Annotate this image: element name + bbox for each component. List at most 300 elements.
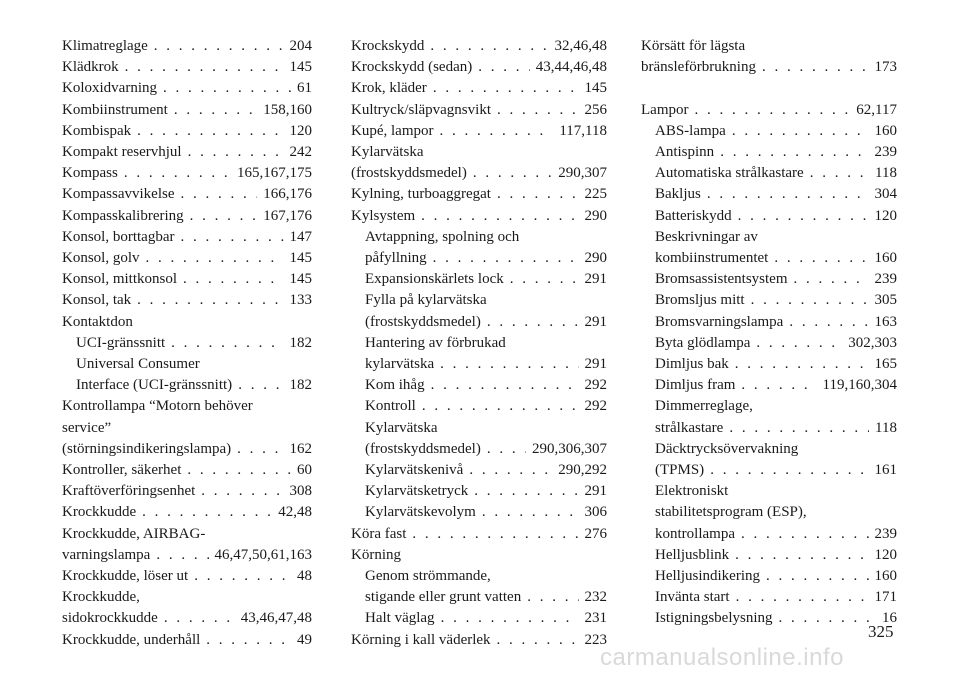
index-subentry xyxy=(351,354,607,375)
index-subentry xyxy=(62,354,312,375)
entry-page-ref: 61 xyxy=(297,80,312,97)
index-subentry xyxy=(351,396,607,417)
entry-page-ref: 48 xyxy=(297,568,312,585)
index-entry xyxy=(351,142,607,163)
entry-page-ref: 182 xyxy=(289,377,312,394)
dot-leader xyxy=(124,163,231,184)
entry-page-ref: 290 xyxy=(584,250,607,267)
entry-term: Körning i kall väderlek xyxy=(351,631,491,648)
entry-page-ref: 32,46,48 xyxy=(554,38,607,54)
dot-leader xyxy=(183,269,283,290)
dot-leader xyxy=(694,100,850,121)
index-entry xyxy=(62,121,312,142)
index-subentry xyxy=(641,290,897,311)
entry-term: Krok, kläder xyxy=(351,80,427,97)
entry-page-ref: 49 xyxy=(297,631,312,648)
entry-term: Helljusblink xyxy=(655,546,730,563)
dot-leader xyxy=(421,206,578,227)
entry-page-ref: 161 xyxy=(874,462,897,479)
dot-leader xyxy=(751,290,869,311)
dot-leader xyxy=(710,460,868,481)
dot-leader xyxy=(497,184,579,205)
entry-term: Kompass xyxy=(62,165,118,182)
entry-term: Lampor xyxy=(641,101,689,118)
index-subentry xyxy=(62,375,312,396)
entry-page-ref: 308 xyxy=(289,483,312,500)
index-entry xyxy=(62,566,312,587)
entry-page-ref: 160 xyxy=(874,568,897,585)
entry-page-ref: 167,176 xyxy=(263,207,312,224)
entry-term: Kontrollampa “Motorn behöver xyxy=(62,398,253,415)
dot-leader xyxy=(474,481,578,502)
entry-page-ref: 43,44,46,48 xyxy=(535,59,607,76)
entry-page-ref: 290,307 xyxy=(558,165,607,182)
index-entry xyxy=(641,57,897,78)
entry-term: Kom ihåg xyxy=(365,377,425,394)
entry-term: Köra fast xyxy=(351,525,407,542)
dot-leader xyxy=(440,354,578,375)
index-subentry xyxy=(351,608,607,629)
entry-page-ref: 231 xyxy=(584,610,607,627)
index-entry xyxy=(62,36,312,57)
index-entry xyxy=(351,545,607,566)
entry-term: Kraftöverföringsenhet xyxy=(62,483,196,500)
entry-term: Kontroller, säkerhet xyxy=(62,462,182,479)
index-entry xyxy=(62,502,312,523)
index-entry xyxy=(351,57,607,78)
entry-page-ref: 291 xyxy=(584,356,607,373)
dot-leader xyxy=(510,269,579,290)
index-entry xyxy=(351,36,607,57)
entry-term: Krockkudde, underhåll xyxy=(62,631,201,648)
entry-page-ref: 291 xyxy=(584,313,607,330)
entry-term: (TPMS) xyxy=(655,462,705,479)
dot-leader xyxy=(527,587,578,608)
watermark: carmanualsonline.info xyxy=(600,644,844,671)
index-subentry xyxy=(641,439,897,460)
dot-leader xyxy=(729,418,869,439)
index-entry xyxy=(62,78,312,99)
dot-leader xyxy=(238,375,283,396)
dot-leader xyxy=(736,587,869,608)
entry-term: kylarvätska xyxy=(365,356,435,373)
index-subentry xyxy=(641,121,897,142)
entry-term: (frostskyddsmedel) xyxy=(365,313,481,330)
index-entry xyxy=(62,57,312,78)
entry-page-ref: 292 xyxy=(584,377,607,394)
entry-term: Antispinn xyxy=(655,144,715,160)
dot-leader xyxy=(732,121,869,142)
index-entry xyxy=(62,184,312,205)
dot-leader xyxy=(789,312,868,333)
dot-leader xyxy=(412,524,578,545)
index-subentry xyxy=(351,587,607,608)
index-subentry xyxy=(351,333,607,354)
entry-page-ref: 145 xyxy=(584,80,607,97)
entry-term: Konsol, golv xyxy=(62,250,140,267)
entry-term: Istigningsbelysning xyxy=(655,610,773,627)
entry-page-ref: 165,167,175 xyxy=(237,165,312,182)
dot-leader xyxy=(125,57,284,78)
entry-page-ref: 242 xyxy=(289,144,312,161)
index-subentry xyxy=(641,227,897,248)
entry-term: kontrollampa xyxy=(655,525,735,542)
index-entry xyxy=(62,587,312,608)
entry-term: Batteriskydd xyxy=(655,207,732,224)
index-subentry xyxy=(641,163,897,184)
entry-page-ref: 117,118 xyxy=(559,122,607,139)
entry-term: Körsätt för lägsta xyxy=(641,38,746,54)
index-entry xyxy=(351,184,607,205)
index-subentry xyxy=(351,269,607,290)
entry-page-ref: 160 xyxy=(874,122,897,139)
entry-term: Fylla på kylarvätska xyxy=(365,292,487,309)
index-subentry xyxy=(641,184,897,205)
entry-term: Elektroniskt xyxy=(655,483,729,500)
entry-term: Kylning, turboaggregat xyxy=(351,186,491,203)
index-entry xyxy=(62,524,312,545)
entry-term: stigande eller grunt vatten xyxy=(365,589,522,606)
entry-page-ref: 145 xyxy=(289,59,312,76)
entry-term: Kylarvätskevolym xyxy=(365,504,476,521)
index-entry xyxy=(62,248,312,269)
entry-page-ref: 291 xyxy=(584,483,607,500)
entry-term: Automatiska strålkastare xyxy=(655,165,804,182)
entry-term: Helljusindikering xyxy=(655,568,760,585)
entry-page-ref: 158,160 xyxy=(263,101,312,118)
dot-leader xyxy=(738,206,869,227)
entry-term: Kombispak xyxy=(62,122,132,139)
entry-term: Bakljus xyxy=(655,186,701,203)
entry-term: Hantering av förbrukad xyxy=(365,334,506,351)
index-subentry xyxy=(641,269,897,290)
index-entry xyxy=(62,608,312,629)
entry-term: Dimmerreglage, xyxy=(655,398,753,415)
index-entry xyxy=(351,100,607,121)
index-entry xyxy=(62,206,312,227)
entry-page-ref: 305 xyxy=(874,292,897,309)
entry-page-ref: 147 xyxy=(289,228,312,245)
dot-leader xyxy=(497,630,579,651)
index-subentry xyxy=(641,312,897,333)
entry-page-ref: 165 xyxy=(874,356,897,373)
entry-page-ref: 120 xyxy=(289,122,312,139)
dot-leader xyxy=(756,333,842,354)
entry-term: Bromsvarningslampa xyxy=(655,313,784,330)
dot-leader xyxy=(482,502,579,523)
dot-leader xyxy=(194,566,291,587)
entry-page-ref: 60 xyxy=(297,462,312,479)
entry-term: (frostskyddsmedel) xyxy=(351,165,467,182)
index-entry xyxy=(62,163,312,184)
entry-page-ref: 292 xyxy=(584,398,607,415)
entry-term: Konsol, mittkonsol xyxy=(62,271,178,288)
dot-leader xyxy=(439,121,553,142)
index-column-3 xyxy=(641,36,897,630)
dot-leader xyxy=(180,184,257,205)
dot-leader xyxy=(779,608,876,629)
entry-term: påfyllning xyxy=(365,250,427,267)
entry-term: varningslampa xyxy=(62,546,151,563)
index-subentry xyxy=(351,248,607,269)
entry-page-ref: 145 xyxy=(289,250,312,267)
index-entry xyxy=(62,418,312,439)
entry-term: Bromsljus mitt xyxy=(655,292,745,309)
entry-page-ref: 225 xyxy=(584,186,607,203)
index-entry xyxy=(62,290,312,311)
dot-leader xyxy=(478,57,530,78)
section-gap xyxy=(641,78,897,99)
index-subentry xyxy=(351,290,607,311)
index-entry xyxy=(62,630,312,651)
index-entry xyxy=(641,36,897,57)
dot-leader xyxy=(433,248,579,269)
entry-term: (frostskyddsmedel) xyxy=(365,440,481,457)
entry-term: Körning xyxy=(351,546,401,563)
entry-term: Krockkudde, AIRBAG- xyxy=(62,525,206,542)
index-entry xyxy=(351,163,607,184)
index-subentry xyxy=(351,375,607,396)
entry-page-ref: 145 xyxy=(289,271,312,288)
entry-page-ref: 43,46,47,48 xyxy=(240,610,312,627)
dot-leader xyxy=(174,100,257,121)
entry-term: Krockskydd (sedan) xyxy=(351,59,473,76)
entry-page-ref: 171 xyxy=(874,589,897,606)
dot-leader xyxy=(190,206,258,227)
entry-term: Koloxidvarning xyxy=(62,80,157,97)
dot-leader xyxy=(156,545,208,566)
index-subentry xyxy=(641,354,897,375)
entry-page-ref: 239 xyxy=(874,144,897,160)
dot-leader xyxy=(433,78,579,99)
entry-page-ref: 302,303 xyxy=(848,334,897,351)
index-subentry xyxy=(641,396,897,417)
dot-leader xyxy=(487,439,526,460)
entry-term: Bromsassistentsystem xyxy=(655,271,788,288)
entry-page-ref: 291 xyxy=(584,271,607,288)
entry-page-ref: 290,292 xyxy=(558,462,607,479)
dot-leader xyxy=(164,608,235,629)
entry-term: UCI-gränssnitt xyxy=(76,334,166,351)
entry-page-ref: 306 xyxy=(584,504,607,521)
entry-page-ref: 162 xyxy=(289,440,312,457)
entry-term: Halt väglag xyxy=(365,610,435,627)
index-subentry xyxy=(351,439,607,460)
index-entry xyxy=(62,545,312,566)
index-entry xyxy=(351,121,607,142)
dot-leader xyxy=(441,608,579,629)
index-subentry xyxy=(641,608,897,629)
index-entry xyxy=(62,269,312,290)
dot-leader xyxy=(473,163,552,184)
index-subentry xyxy=(62,333,312,354)
entry-page-ref: 173 xyxy=(874,59,897,76)
entry-page-ref: 16 xyxy=(882,610,897,627)
index-column-1 xyxy=(62,36,312,651)
entry-term: Interface (UCI-gränssnitt) xyxy=(76,377,233,394)
entry-term: Dimljus bak xyxy=(655,356,729,373)
dot-leader xyxy=(137,121,283,142)
dot-leader xyxy=(766,566,869,587)
entry-term: Däcktrycksövervakning xyxy=(655,440,799,457)
entry-term: stabilitetsprogram (ESP), xyxy=(655,504,807,521)
dot-leader xyxy=(180,227,283,248)
index-entry xyxy=(62,481,312,502)
entry-term: Kupé, lampor xyxy=(351,122,434,139)
dot-leader xyxy=(810,163,869,184)
index-entry xyxy=(62,227,312,248)
index-entry xyxy=(62,460,312,481)
entry-page-ref: 42,48 xyxy=(278,504,312,521)
dot-leader xyxy=(422,396,579,417)
entry-term: Krockkudde, löser ut xyxy=(62,568,189,585)
index-subentry xyxy=(641,375,897,396)
entry-term: Klädkrok xyxy=(62,59,119,76)
index-entry xyxy=(62,100,312,121)
dot-leader xyxy=(741,524,869,545)
entry-page-ref: 304 xyxy=(874,186,897,203)
entry-term: ABS-lampa xyxy=(655,122,726,139)
page-number: 325 xyxy=(868,622,894,641)
index-subentry xyxy=(351,418,607,439)
entry-term: Kylarvätskenivå xyxy=(365,462,464,479)
index-entry xyxy=(351,524,607,545)
entry-page-ref: 276 xyxy=(584,525,607,542)
entry-term: Avtappning, spolning och xyxy=(365,228,520,245)
index-subentry xyxy=(351,502,607,523)
entry-page-ref: 290,306,307 xyxy=(532,440,607,457)
dot-leader xyxy=(206,630,291,651)
entry-term: bränsleförbrukning xyxy=(641,59,756,76)
entry-page-ref: 120 xyxy=(874,546,897,563)
index-subentry xyxy=(641,142,897,163)
index-subentry xyxy=(641,545,897,566)
index-entry xyxy=(62,312,312,333)
dot-leader xyxy=(741,375,816,396)
index-subentry xyxy=(351,460,607,481)
entry-term: Konsol, tak xyxy=(62,292,132,309)
index-entry xyxy=(351,630,607,651)
dot-leader xyxy=(735,545,868,566)
index-entry xyxy=(641,100,897,121)
dot-leader xyxy=(201,481,283,502)
entry-page-ref: 182 xyxy=(289,334,312,351)
entry-term: kombiinstrumentet xyxy=(655,250,769,267)
entry-page-ref: 62,117 xyxy=(856,101,897,118)
index-subentry xyxy=(641,481,897,502)
entry-page-ref: 120 xyxy=(874,207,897,224)
index-subentry xyxy=(641,524,897,545)
entry-page-ref: 163 xyxy=(874,313,897,330)
entry-term: strålkastare xyxy=(655,419,724,436)
entry-term: Krockkudde, xyxy=(62,589,140,606)
entry-page-ref: 239 xyxy=(874,271,897,288)
entry-page-ref: 133 xyxy=(289,292,312,309)
entry-term: service” xyxy=(62,419,112,436)
index-subentry xyxy=(641,248,897,269)
entry-page-ref: 256 xyxy=(584,101,607,118)
entry-term: Klimatreglage xyxy=(62,38,148,54)
dot-leader xyxy=(154,36,284,57)
entry-page-ref: 118 xyxy=(875,165,897,182)
dot-leader xyxy=(735,354,869,375)
dot-leader xyxy=(188,142,284,163)
index-entry xyxy=(351,206,607,227)
index-entry xyxy=(62,439,312,460)
index-subentry xyxy=(641,566,897,587)
index-subentry xyxy=(351,481,607,502)
dot-leader xyxy=(762,57,869,78)
dot-leader xyxy=(146,248,284,269)
index-subentry xyxy=(641,206,897,227)
index-entry xyxy=(351,78,607,99)
index-subentry xyxy=(641,333,897,354)
entry-term: Kylsystem xyxy=(351,207,416,224)
entry-term: Byta glödlampa xyxy=(655,334,751,351)
dot-leader xyxy=(142,502,272,523)
dot-leader xyxy=(171,333,283,354)
index-subentry xyxy=(641,460,897,481)
entry-term: Expansionskärlets lock xyxy=(365,271,504,288)
index-subentry xyxy=(641,587,897,608)
index-subentry xyxy=(641,418,897,439)
index-subentry xyxy=(351,566,607,587)
dot-leader xyxy=(430,36,548,57)
dot-leader xyxy=(774,248,868,269)
dot-leader xyxy=(794,269,869,290)
index-subentry xyxy=(351,312,607,333)
entry-term: Invänta start xyxy=(655,589,730,606)
index-entry xyxy=(62,396,312,417)
entry-page-ref: 223 xyxy=(584,631,607,648)
entry-term: Kontroll xyxy=(365,398,416,415)
entry-page-ref: 118 xyxy=(875,419,897,436)
entry-term: Kombiinstrument xyxy=(62,101,168,118)
entry-term: Kultryck/släpvagnsvikt xyxy=(351,101,491,118)
entry-term: Dimljus fram xyxy=(655,377,736,394)
entry-term: Konsol, borttagbar xyxy=(62,228,175,245)
entry-page-ref: 290 xyxy=(584,207,607,224)
entry-page-ref: 232 xyxy=(584,589,607,606)
entry-term: sidokrockkudde xyxy=(62,610,158,627)
dot-leader xyxy=(237,439,283,460)
dot-leader xyxy=(487,312,579,333)
entry-term: Krockkudde xyxy=(62,504,137,521)
entry-page-ref: 119,160,304 xyxy=(822,377,897,394)
entry-page-ref: 46,47,50,61,163 xyxy=(214,546,312,563)
dot-leader xyxy=(707,184,869,205)
entry-term: Kompassavvikelse xyxy=(62,186,175,203)
entry-page-ref: 160 xyxy=(874,250,897,267)
entry-page-ref: 239 xyxy=(874,525,897,542)
dot-leader xyxy=(469,460,552,481)
entry-term: Universal Consumer xyxy=(76,356,200,373)
entry-term: Kylarvätska xyxy=(351,144,424,161)
entry-term: Krockskydd xyxy=(351,38,425,54)
index-subentry xyxy=(641,502,897,523)
entry-term: (störningsindikeringslampa) xyxy=(62,440,232,457)
entry-term: Kylarvätsketryck xyxy=(365,483,469,500)
dot-leader xyxy=(187,460,291,481)
entry-page-ref: 166,176 xyxy=(263,186,312,203)
dot-leader xyxy=(163,78,291,99)
dot-leader xyxy=(497,100,579,121)
dot-leader xyxy=(720,142,868,163)
index-column-2 xyxy=(351,36,607,651)
index-entry xyxy=(62,142,312,163)
entry-term: Genom strömmande, xyxy=(365,568,491,585)
index-subentry xyxy=(351,227,607,248)
